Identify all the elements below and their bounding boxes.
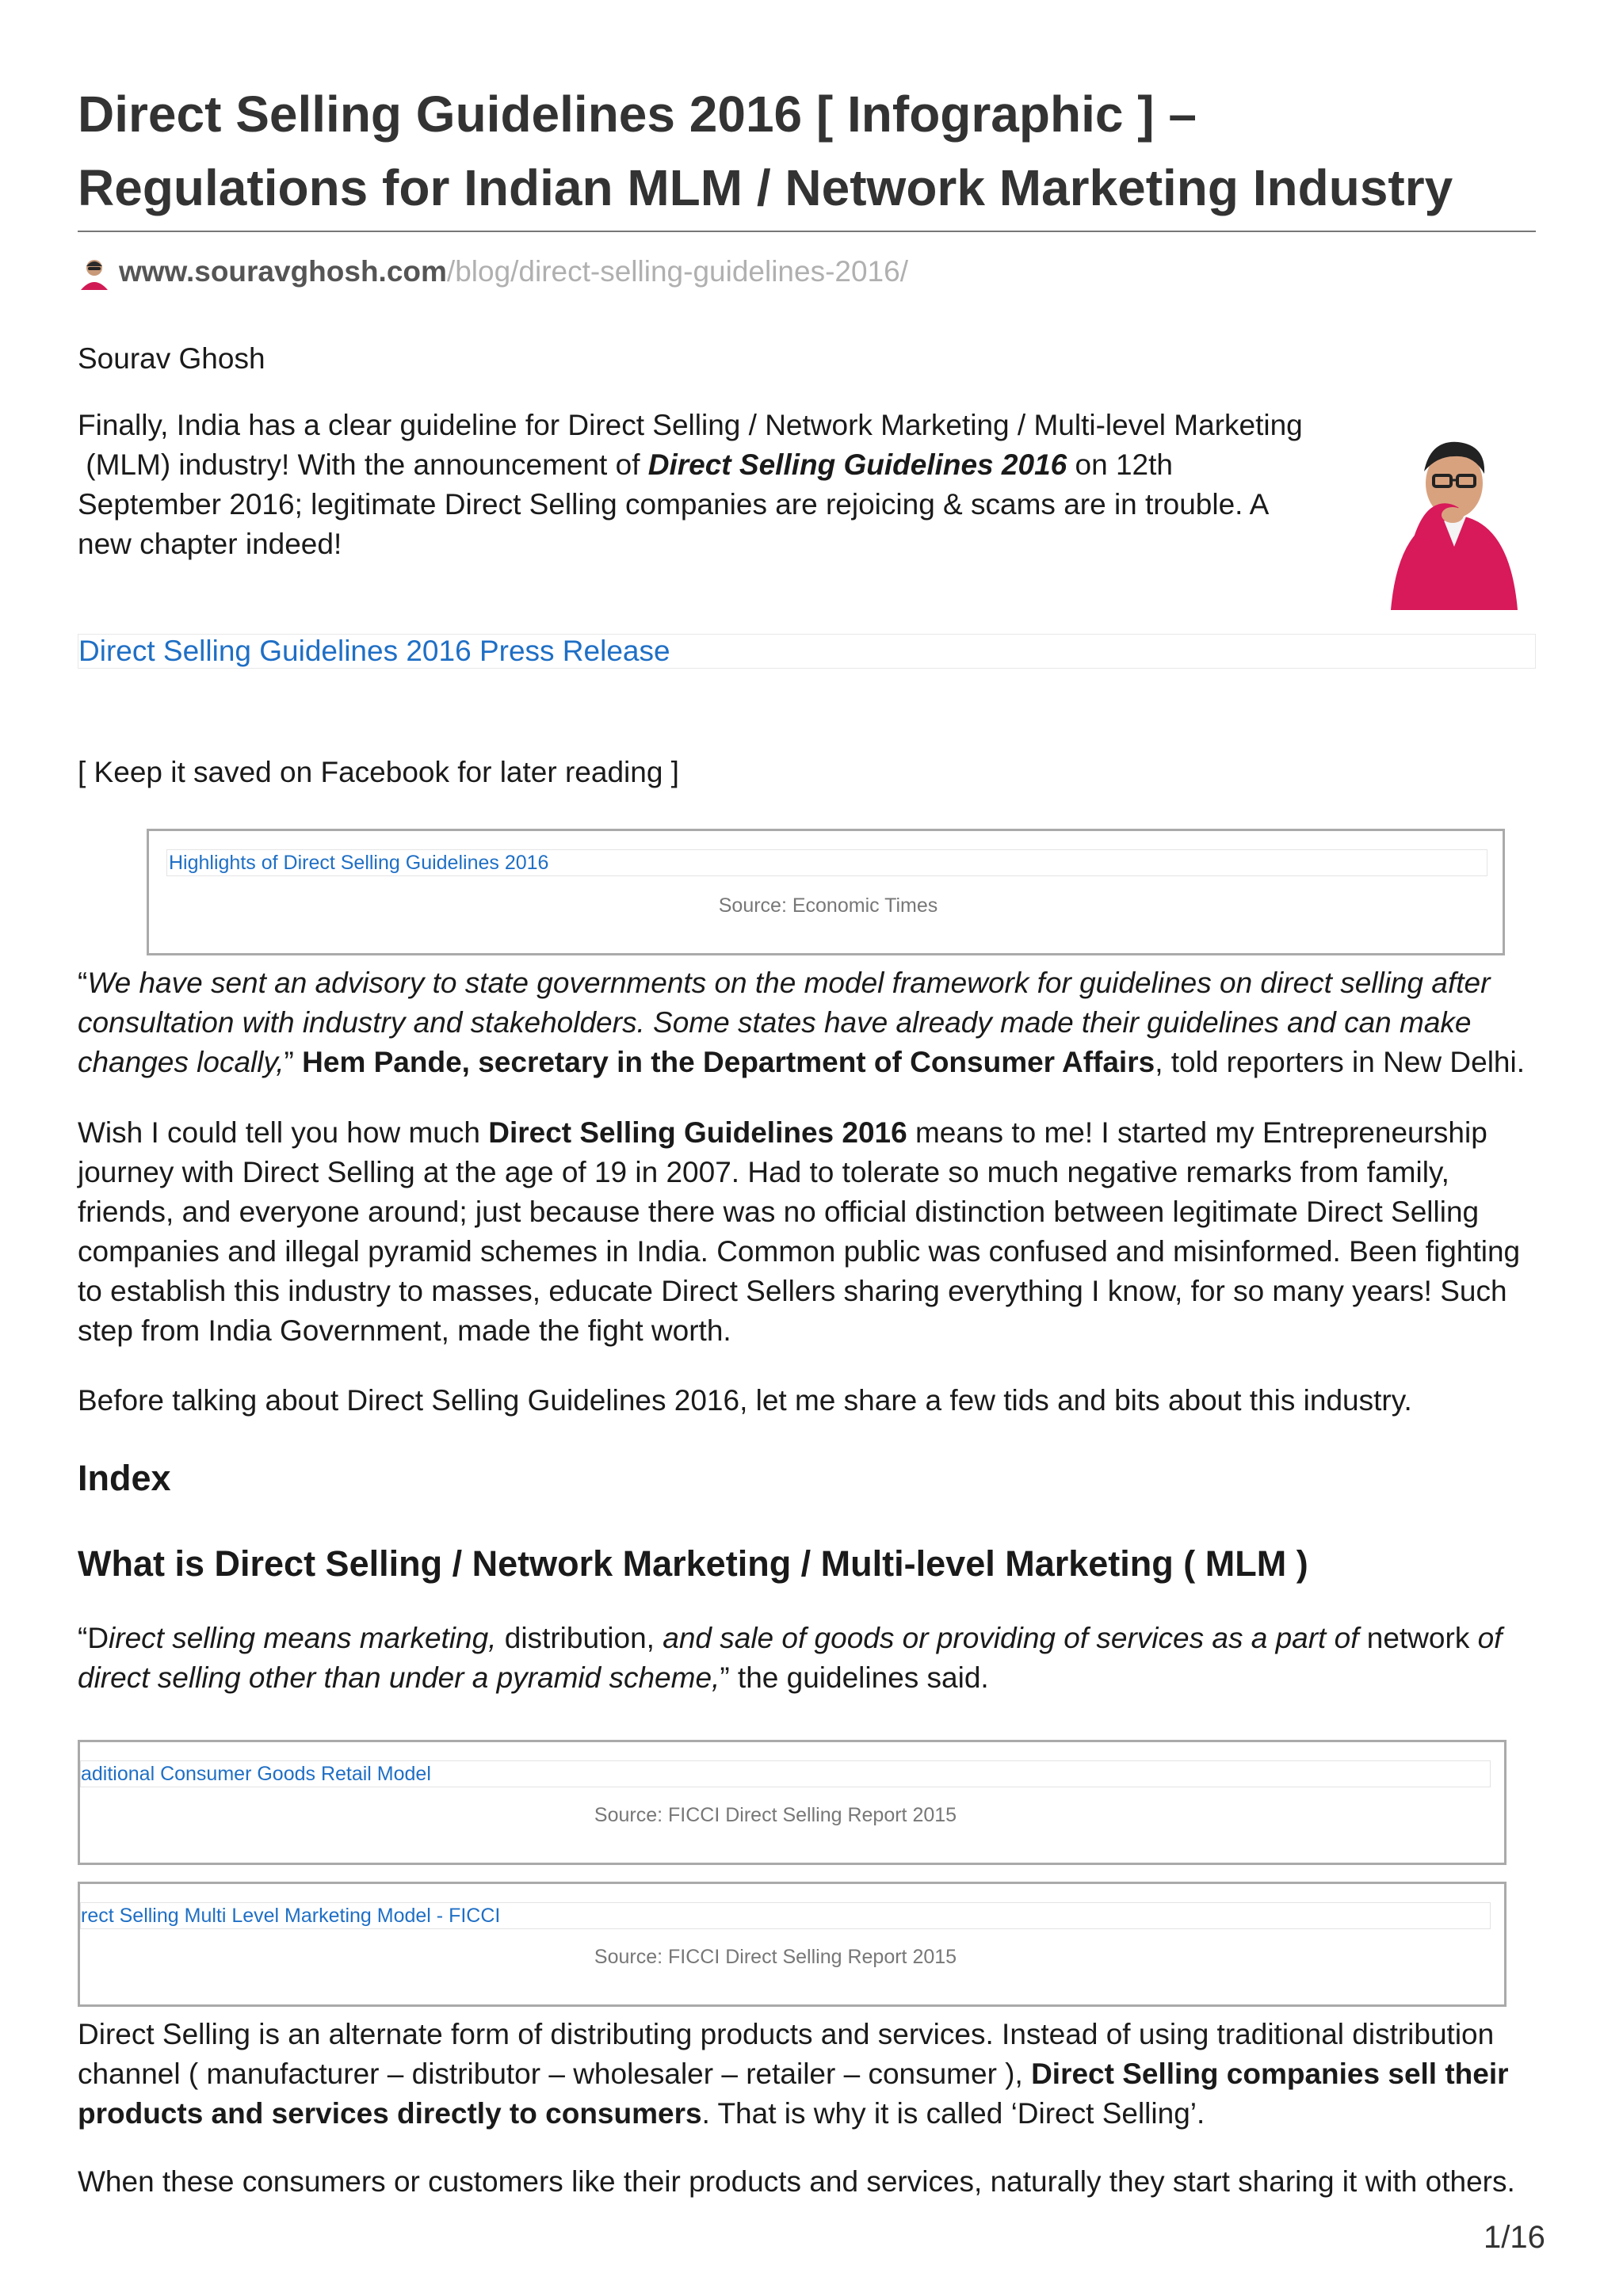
intro-line-1: Finally, India has a clear guideline for Direct Selling / Network Marketing / Multi-level Marketing — [78, 409, 1303, 441]
page-title — [78, 78, 1552, 225]
highlights-embed-source: Source: Economic Times — [718, 894, 938, 917]
quote-attribution: Hem Pande, secretary in the Department of Consumer Affairs — [302, 1046, 1155, 1078]
definition-normal-3: ” the guidelines said. — [720, 1661, 989, 1694]
intro-line-2 — [78, 445, 1314, 485]
url-domain: www.souravghosh.com — [119, 255, 447, 288]
mlm-model-embed-source: Source: FICCI Direct Selling Report 2015 — [594, 1946, 957, 1968]
mlm-model-embed-link[interactable]: rect Selling Multi Level Marketing Model - FICCI — [80, 1902, 1491, 1929]
wish-text-b: means to me! I started my Entrepreneurship journey with Direct Selling at the age of 19 in 2007. Had to tolerate so much negative remarks from family, friends, and everyone around; just because there was no official distinction between legitimate Direct Selling companies and illegal pyramid schemes in India. Common public was confused and misinformed. Been fighting to establish this industry to masses, educate Direct Sellers sharing everything I know, for so many years! Such step from India Government, made the fight worth. — [78, 1116, 1521, 1347]
retail-model-embed-source: Source: FICCI Direct Selling Report 2015 — [594, 1804, 957, 1826]
highlights-embed[interactable] — [147, 829, 1505, 955]
highlights-embed-link[interactable]: Highlights of Direct Selling Guidelines 2016 — [166, 849, 1487, 876]
quote-close-mark: ” — [284, 1046, 303, 1078]
definition-italic-3: of direct selling other than under a pyramid scheme, — [78, 1622, 1510, 1694]
press-release-embed[interactable] — [78, 634, 1536, 669]
definition-normal-2: network — [1366, 1622, 1470, 1654]
definition-italic-1: irect selling means marketing, — [109, 1622, 497, 1654]
direct-selling-bold: Direct Selling companies sell their products and services directly to consumers — [78, 2058, 1509, 2130]
source-url[interactable] — [78, 252, 908, 292]
definition-italic-2: and sale of goods or providing of services as a part of — [663, 1622, 1367, 1654]
quote-rest: , told reporters in New Delhi. — [1155, 1046, 1525, 1078]
before-paragraph: Before talking about Direct Selling Guidelines 2016, let me share a few tids and bits about this industry. — [78, 1384, 1412, 1417]
author-favicon-icon — [78, 257, 111, 290]
intro-line-3: September 2016; legitimate Direct Selling companies are rejoicing & scams are in trouble. A — [78, 488, 1270, 521]
page-number: 1/16 — [1484, 2220, 1545, 2255]
intro-line-4: new chapter indeed! — [78, 528, 342, 560]
title-line-2: Regulations for Indian MLM / Network Marketing Industry — [78, 159, 1453, 216]
title-divider — [78, 231, 1536, 232]
author-photo — [1375, 428, 1533, 610]
keep-saved-note: [ Keep it saved on Facebook for later reading ] — [78, 756, 679, 788]
wish-paragraph — [78, 1113, 1552, 1351]
quote-open-mark: “ — [78, 967, 88, 999]
retail-model-embed-link[interactable]: aditional Consumer Goods Retail Model — [80, 1760, 1491, 1787]
retail-model-embed[interactable] — [78, 1740, 1507, 1865]
index-heading: Index — [78, 1458, 171, 1498]
intro-paragraph — [78, 406, 1314, 564]
press-release-link[interactable]: Direct Selling Guidelines 2016 Press Release — [78, 635, 670, 667]
definition-normal-1: distribution, — [496, 1622, 663, 1654]
definition-quote: “D — [78, 1622, 109, 1654]
direct-selling-text-a: Direct Selling is an alternate form of distributing products and services. Instead of using traditional distribution channel ( manufacturer – distributor – wholesaler – retailer – consumer ), — [78, 2018, 1503, 2090]
author-name: Sourav Ghosh — [78, 342, 265, 375]
wish-text-a: Wish I could tell you how much — [78, 1116, 489, 1149]
direct-selling-paragraph — [78, 2015, 1552, 2134]
definition-paragraph — [78, 1619, 1552, 1698]
mlm-model-embed[interactable] — [78, 1882, 1507, 2007]
what-is-heading: What is Direct Selling / Network Marketing / Multi-level Marketing ( MLM ) — [78, 1543, 1308, 1584]
direct-selling-text-b: . That is why it is called ‘Direct Selling’. — [701, 2097, 1205, 2130]
title-line-1: Direct Selling Guidelines 2016 [ Infographic ] – — [78, 86, 1197, 143]
quote-paragraph — [78, 963, 1552, 1082]
intro-line-2-rest: on 12th — [1067, 448, 1173, 481]
intro-line-2-text: (MLM) industry! With the announcement of — [78, 448, 648, 481]
url-path: /blog/direct-selling-guidelines-2016/ — [446, 255, 908, 288]
wish-bold: Direct Selling Guidelines 2016 — [488, 1116, 907, 1149]
intro-emphasis: Direct Selling Guidelines 2016 — [647, 448, 1067, 481]
when-paragraph: When these consumers or customers like their products and services, naturally they start sharing it with others. — [78, 2165, 1515, 2198]
quote-text: We have sent an advisory to state governments on the model framework for guidelines on direct selling after consultation with industry and stakeholders. Some states have already made their guidelines and can make changes locally, — [78, 967, 1491, 1078]
